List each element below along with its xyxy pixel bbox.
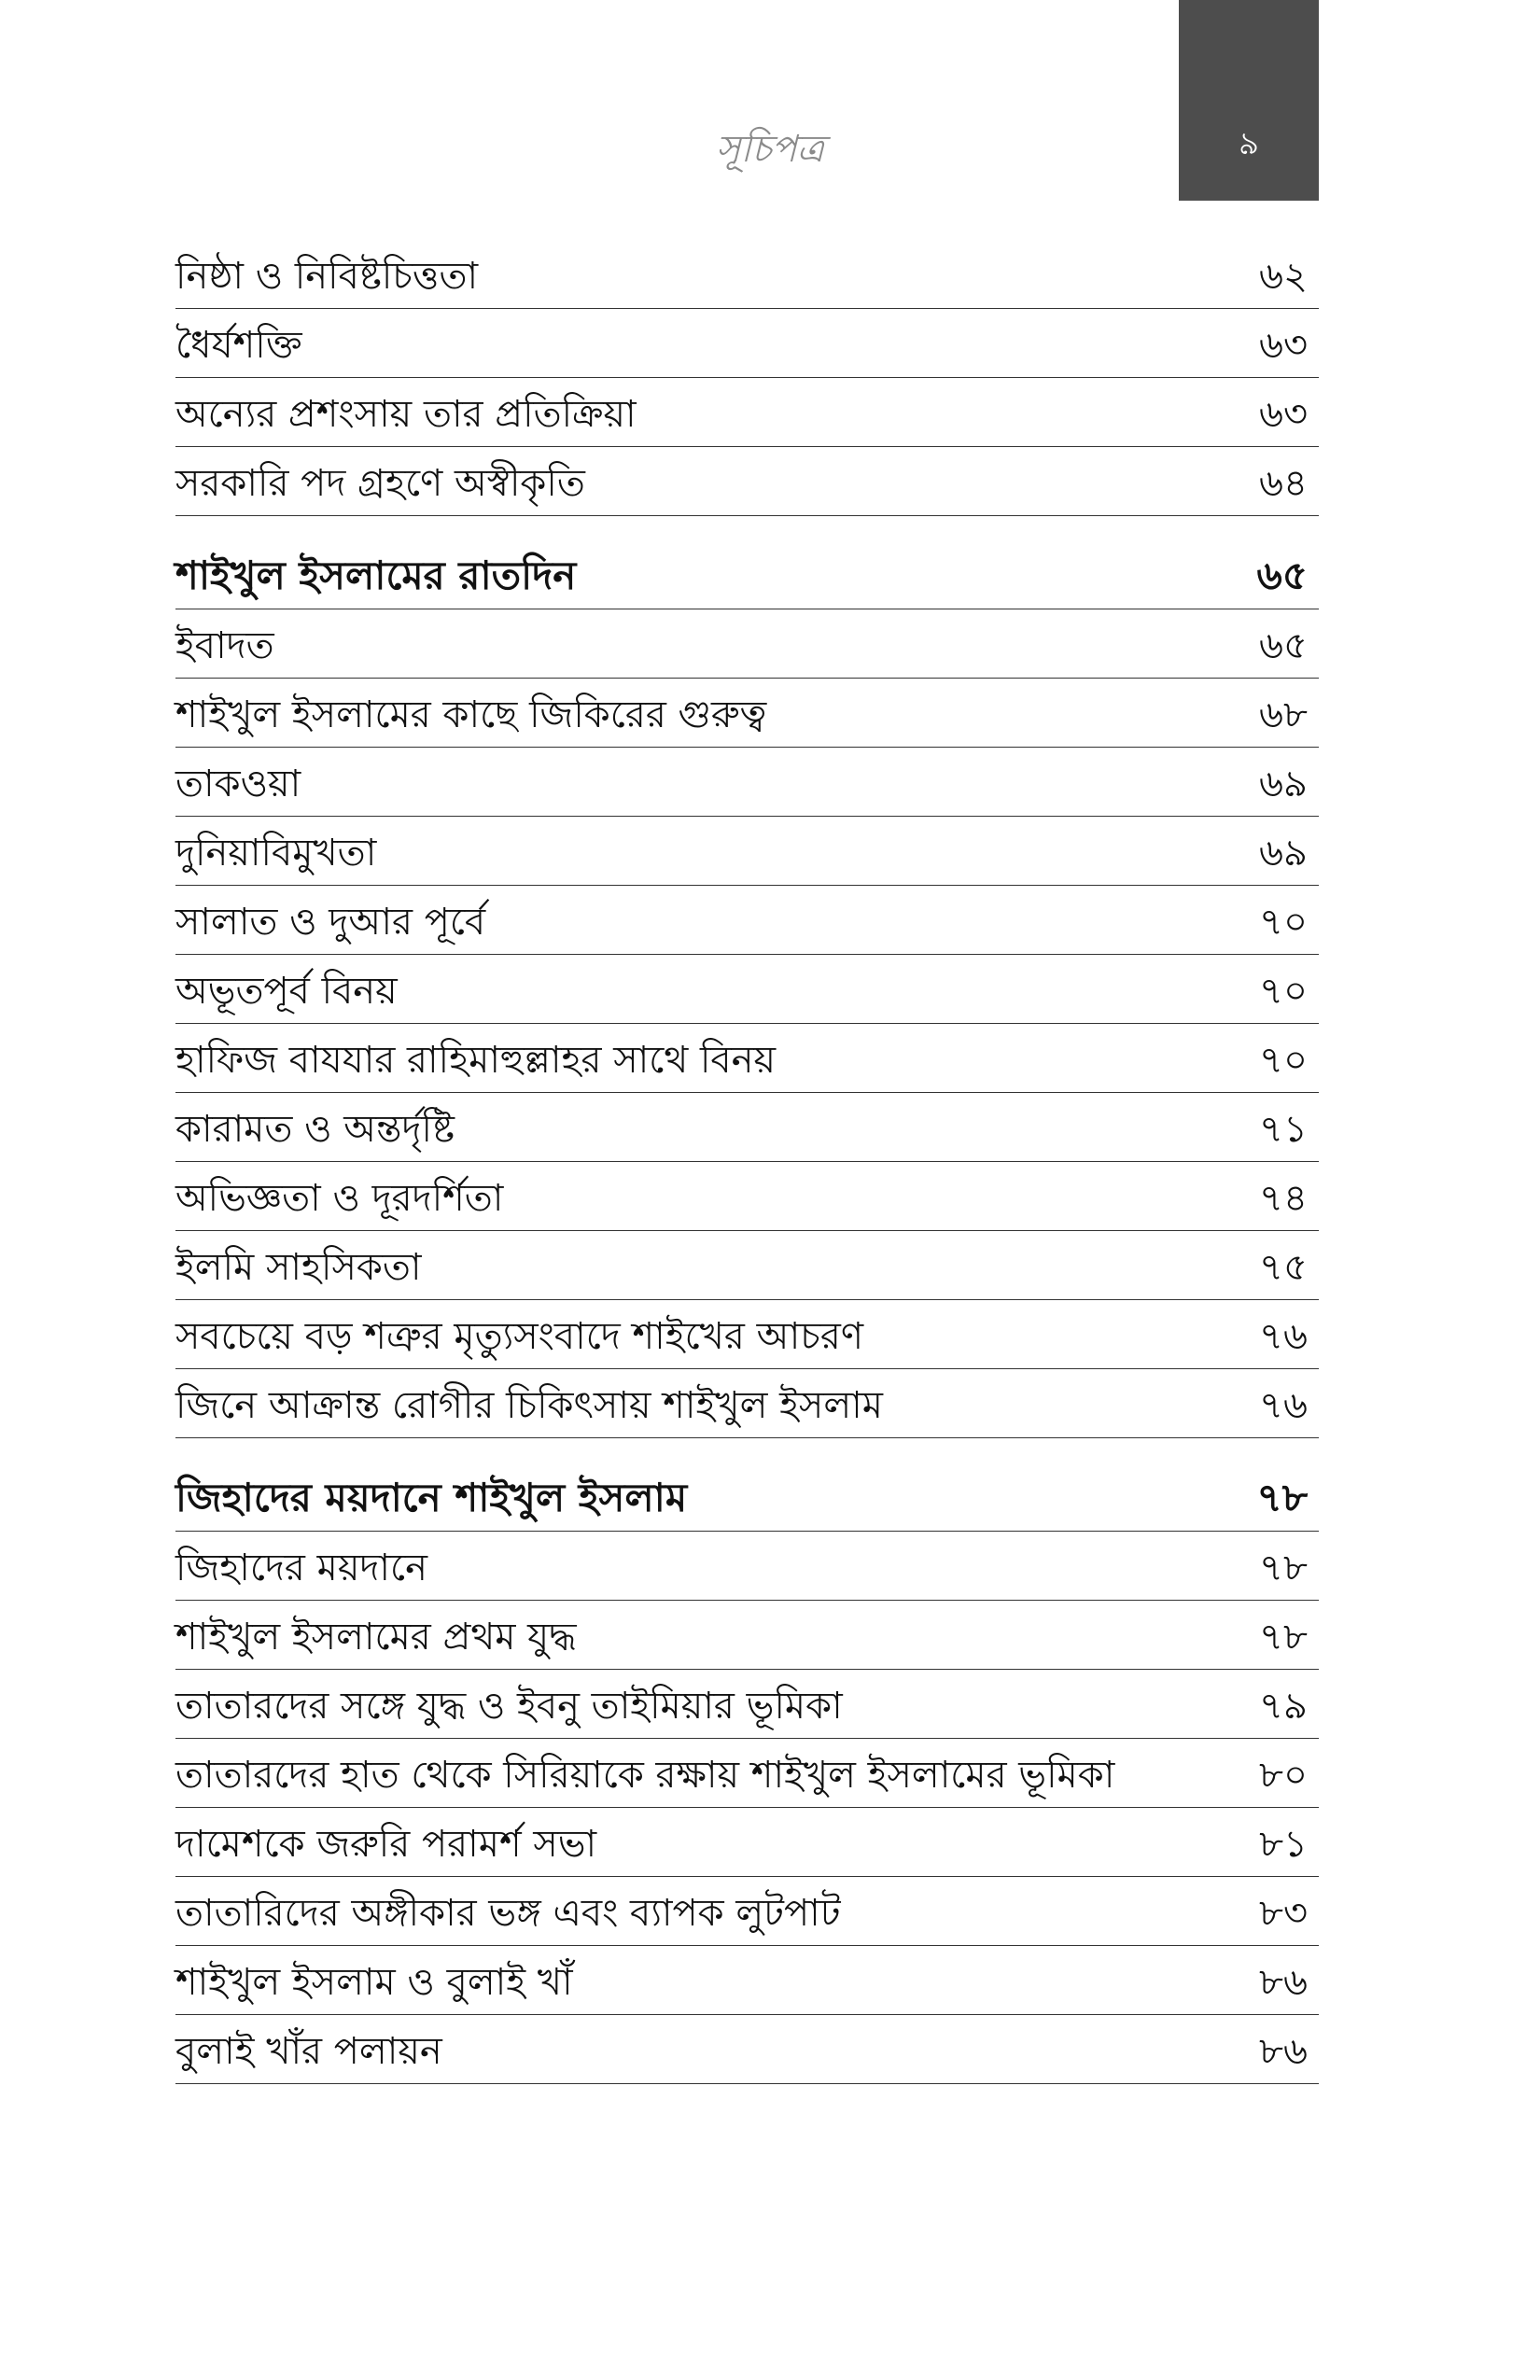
toc-entry-page: ৬৮ bbox=[1259, 693, 1308, 736]
toc-entry-page: ৬৪ bbox=[1259, 462, 1308, 505]
toc-entry bbox=[175, 1946, 1319, 2015]
toc-entry-page: ৭৮ bbox=[1259, 1547, 1308, 1589]
toc-entry-page: ৭৬ bbox=[1258, 1315, 1308, 1358]
toc-entry-title: ইলমি সাহসিকতা bbox=[175, 1246, 422, 1289]
toc-entry-title: দামেশকে জরুরি পরামর্শ সভা bbox=[175, 1823, 597, 1866]
toc-entry-title: তাতারদের সঙ্গে যুদ্ধ ও ইবনু তাইমিয়ার ভূমিকা bbox=[175, 1685, 843, 1728]
toc-entry-page: ৭৫ bbox=[1259, 1246, 1308, 1289]
toc-entry-page: ৭৮ bbox=[1256, 1475, 1308, 1520]
toc-entry-title: শাইখুল ইসলামের প্রথম যুদ্ধ bbox=[175, 1616, 577, 1659]
toc-entry bbox=[175, 1300, 1319, 1369]
page-number: ৯ bbox=[1238, 125, 1260, 162]
toc-section-heading bbox=[175, 540, 1319, 609]
toc-entry-title: শাইখুল ইসলামের কাছে জিকিরের গুরুত্ব bbox=[175, 693, 767, 736]
toc-entry-title: হাফিজ বাযযার রাহিমাহুল্লাহর সাথে বিনয় bbox=[175, 1039, 777, 1082]
toc-entry-title: ধৈর্যশক্তি bbox=[175, 324, 302, 367]
toc-entry-title: সালাত ও দুআর পূর্বে bbox=[175, 901, 486, 944]
toc-entry bbox=[175, 1739, 1319, 1808]
toc-entry-page: ৮৬ bbox=[1259, 1961, 1308, 2004]
toc-entry-title: তাতারিদের অঙ্গীকার ভঙ্গ এবং ব্যাপক লুটপাট bbox=[175, 1892, 841, 1935]
toc-entry-title: দুনিয়াবিমুখতা bbox=[175, 832, 377, 875]
toc-entry bbox=[175, 1369, 1319, 1438]
page-number-tab bbox=[1179, 0, 1319, 201]
toc-entry-page: ৬৩ bbox=[1258, 393, 1308, 436]
toc-entry bbox=[175, 378, 1319, 447]
toc-section-heading bbox=[175, 1463, 1319, 1532]
toc-entry bbox=[175, 1877, 1319, 1946]
toc-entry-page: ৭৮ bbox=[1259, 1616, 1308, 1659]
toc-entry bbox=[175, 1532, 1319, 1601]
toc-entry-page: ৭০ bbox=[1258, 970, 1308, 1013]
toc-entry bbox=[175, 240, 1319, 309]
toc-entry-page: ৮৬ bbox=[1259, 2030, 1308, 2073]
toc-entry-title: অভূতপূর্ব বিনয় bbox=[175, 970, 398, 1013]
toc-entry bbox=[175, 1808, 1319, 1877]
toc-entry-page: ৬৫ bbox=[1259, 624, 1308, 667]
toc-entry bbox=[175, 955, 1319, 1024]
toc-entry-page: ৮১ bbox=[1259, 1823, 1308, 1866]
toc-entry bbox=[175, 1093, 1319, 1162]
toc-entry bbox=[175, 1601, 1319, 1670]
toc-entry-title: শাইখুল ইসলাম ও বুলাই খাঁ bbox=[175, 1961, 573, 2004]
toc-entry bbox=[175, 1231, 1319, 1300]
running-header: সূচিপত্র bbox=[716, 128, 824, 171]
toc-entry-title: জিহাদের ময়দানে bbox=[175, 1547, 427, 1589]
toc-entry-page: ৬৯ bbox=[1259, 832, 1308, 875]
toc-entry-page: ৭৪ bbox=[1259, 1177, 1308, 1220]
toc-entry-title: ইবাদত bbox=[175, 624, 274, 667]
toc-entry bbox=[175, 817, 1319, 886]
toc-entry bbox=[175, 1670, 1319, 1739]
toc-entry-page: ৭০ bbox=[1258, 901, 1308, 944]
toc-entry-title: অন্যের প্রশংসায় তার প্রতিক্রিয়া bbox=[175, 393, 637, 436]
toc-entry-title: সরকারি পদ গ্রহণে অস্বীকৃতি bbox=[175, 462, 585, 505]
toc-entry-page: ৭৯ bbox=[1259, 1685, 1308, 1728]
toc-entry-title: তাকওয়া bbox=[175, 763, 301, 805]
toc-entry-page: ৭০ bbox=[1258, 1039, 1308, 1082]
toc-entry-page: ৮৩ bbox=[1259, 1892, 1308, 1935]
toc-entry bbox=[175, 748, 1319, 817]
toc-entry-title: তাতারদের হাত থেকে সিরিয়াকে রক্ষায় শাইখুল ইসলামের ভূমিকা bbox=[175, 1754, 1115, 1797]
toc-entry-title: কারামত ও অন্তর্দৃষ্টি bbox=[175, 1108, 455, 1151]
toc-entry bbox=[175, 1162, 1319, 1231]
toc-entry bbox=[175, 886, 1319, 955]
toc-entry-title: জিনে আক্রান্ত রোগীর চিকিৎসায় শাইখুল ইসলাম bbox=[175, 1384, 883, 1427]
toc-entry-page: ৮০ bbox=[1259, 1754, 1308, 1797]
table-of-contents bbox=[175, 240, 1319, 2084]
toc-entry bbox=[175, 447, 1319, 516]
toc-entry-title: অভিজ্ঞতা ও দূরদর্শিতা bbox=[175, 1177, 504, 1220]
toc-entry-title: শাইখুল ইসলামের রাতদিন bbox=[175, 553, 577, 598]
toc-entry bbox=[175, 679, 1319, 748]
toc-entry bbox=[175, 2015, 1319, 2084]
toc-entry-page: ৬৩ bbox=[1258, 324, 1308, 367]
toc-entry bbox=[175, 609, 1319, 679]
toc-entry-title: বুলাই খাঁর পলায়ন bbox=[175, 2030, 442, 2073]
toc-entry-title: নিষ্ঠা ও নিবিষ্টচিত্ততা bbox=[175, 255, 479, 298]
toc-entry-page: ৬৫ bbox=[1256, 553, 1308, 598]
toc-entry-page: ৭৬ bbox=[1258, 1384, 1308, 1427]
toc-entry-title: জিহাদের ময়দানে শাইখুল ইসলাম bbox=[175, 1475, 688, 1520]
toc-entry-title: সবচেয়ে বড় শত্রুর মৃত্যুসংবাদে শাইখের আচরণ bbox=[175, 1315, 864, 1358]
toc-entry bbox=[175, 1024, 1319, 1093]
toc-entry-page: ৬২ bbox=[1258, 255, 1308, 298]
toc-entry bbox=[175, 309, 1319, 378]
toc-entry-page: ৬৯ bbox=[1259, 763, 1308, 805]
toc-entry-page: ৭১ bbox=[1259, 1108, 1308, 1151]
